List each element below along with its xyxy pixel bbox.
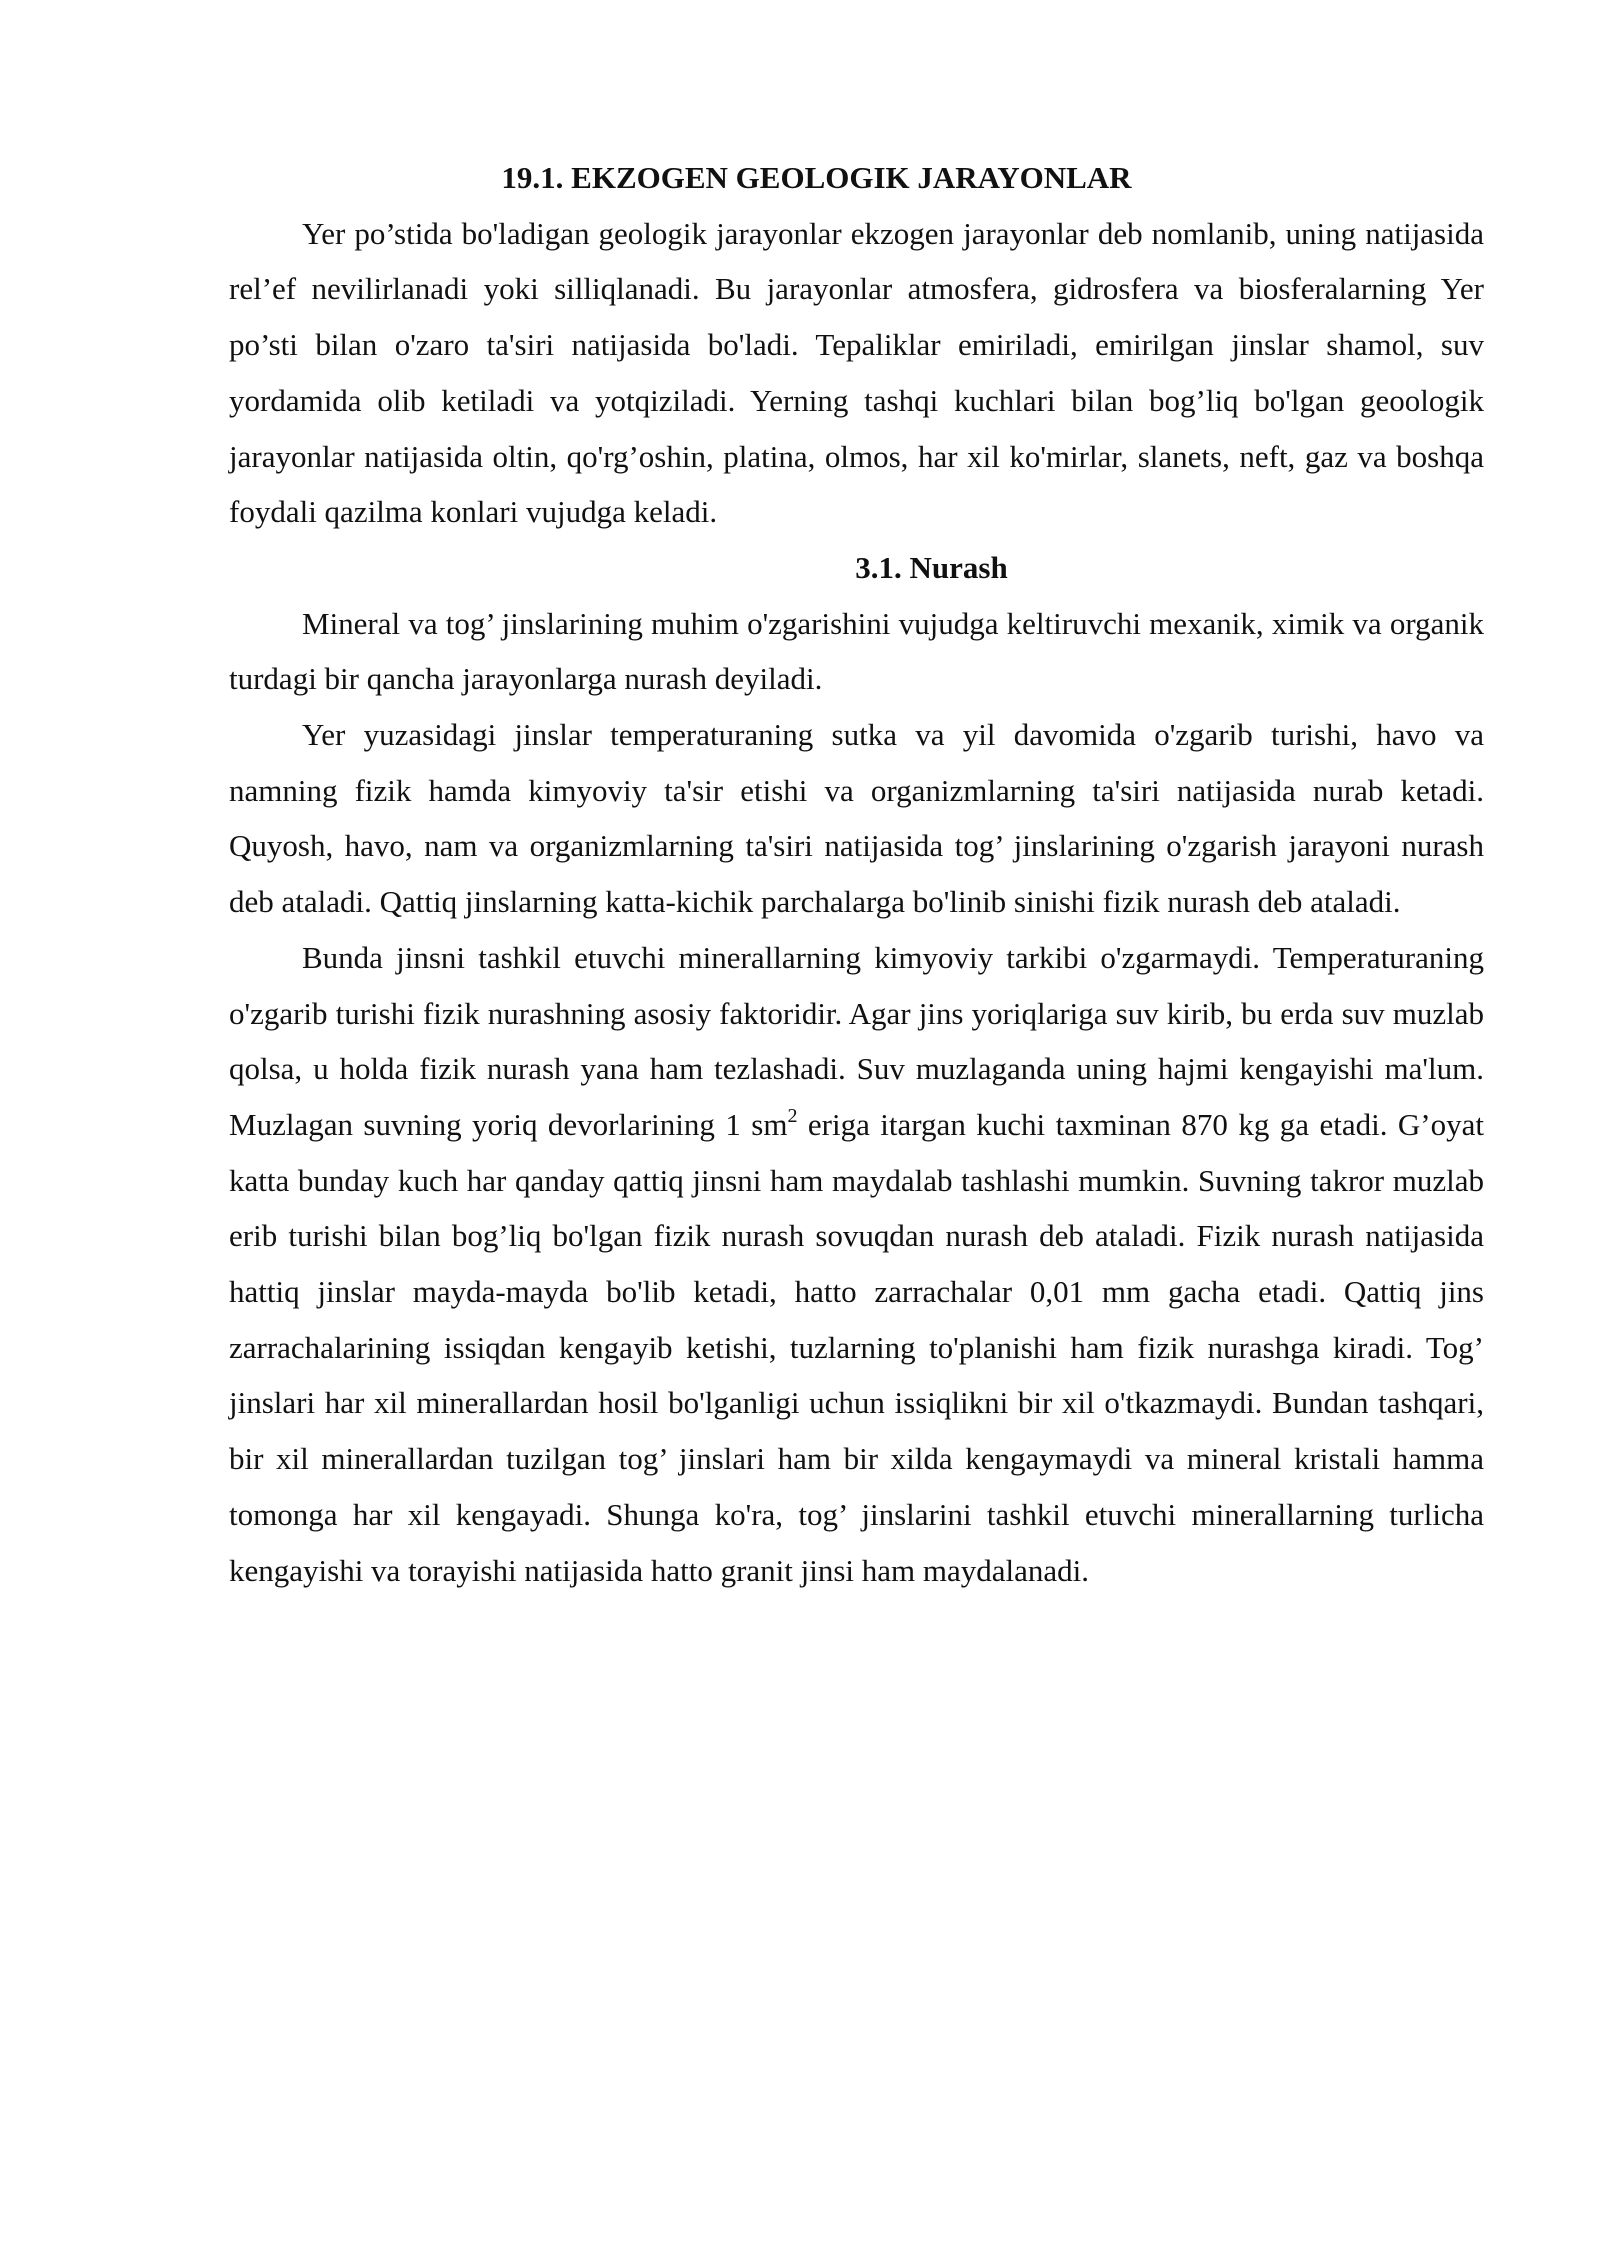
paragraph-physical-weathering — [229, 930, 1484, 1598]
subsection-heading: 3.1. Nurash — [855, 549, 1008, 585]
paragraph-text-part-1: Bunda jinsni tashkil etuvchi minerallarning kimyoviy tarkibi o'zgarmaydi. Temperaturaning o'zgarib turishi fizik nurashning asosiy faktoridir. Agar jins yoriqlariga suv kirib, bu erda suv muzlab qolsa, u holda fizik nurash yana ham tezlashadi. Suv muzlaganda uning hajmi kengayishi ma'lum. Muzlagan suvning yoriq devorlarining 1 sm — [229, 939, 1484, 1142]
document-body — [229, 150, 1484, 1598]
paragraph-intro: Yer po’stida bo'ladigan geologik jarayonlar ekzogen jarayonlar deb nomlanib, uning natijasida rel’ef nevilirlanadi yoki silliqlanadi. Bu jarayonlar atmosfera, gidrosfera va biosferalarning Yer po’sti bilan o'zaro ta'siri natijasida bo'ladi. Tepaliklar emiriladi, emirilgan jinslar shamol, suv yordamida olib ketiladi va yotqiziladi. Yerning tashqi kuchlari bilan bog’liq bo'lgan geoologik jarayonlar natijasida oltin, qo'rg’oshin, platina, olmos, har xil ko'mirlar, slanets, neft, gaz va boshqa foydali qazilma konlari vujudga keladi. — [229, 215, 1484, 530]
paragraph-text-part-2: eriga itargan kuchi taxminan 870 kg ga etadi. G’oyat katta bunday kuch har qanday qattiq jinsni ham maydalab tashlashi mumkin. Suvning takror muzlab erib turishi bilan bog’liq bo'lgan fizik nurash sovuqdan nurash deb ataladi. Fizik nurash natijasida hattiq jinslar mayda-mayda bo'lib ketadi, hatto zarrachalar 0,01 mm gacha etadi. Qattiq jins zarrachalarining issiqdan kengayib ketishi, tuzlarning to'planishi ham fizik nurashga kiradi. Tog’ jinslari har xil minerallardan hosil bo'lganligi uchun issiqlikni bir xil o'tkazmaydi. Bundan tashqari, bir xil minerallardan tuzilgan tog’ jinslari ham bir xilda kengaymaydi va mineral kristali hamma tomonga har xil kengayadi. Shunga ko'ra, tog’ jinslarini tashkil etuvchi minerallarning turlicha kengayishi va torayishi natijasida hatto granit jinsi ham maydalanadi. — [229, 1106, 1484, 1588]
paragraph-weathering: Yer yuzasidagi jinslar temperaturaning sutka va yil davomida o'zgarib turishi, havo va namning fizik hamda kimyoviy ta'sir etishi va organizmlarning ta'siri natijasida nurab ketadi. Quyosh, havo, nam va organizmlarning ta'siri natijasida tog’ jinslarining o'zgarish jarayoni nurash deb ataladi. Qattiq jinslarning katta-kichik parchalarga bo'linib sinishi fizik nurash deb ataladi. — [229, 717, 1484, 920]
superscript-exponent: 2 — [787, 1104, 798, 1127]
section-heading: 19.1. EKZOGEN GEOLOGIK JARAYONLAR — [501, 160, 1132, 195]
paragraph-definition: Mineral va tog’ jinslarining muhim o'zgarishini vujudga keltiruvchi mexanik, ximik va organik turdagi bir qancha jarayonlarga nurash deyiladi. — [229, 605, 1484, 697]
